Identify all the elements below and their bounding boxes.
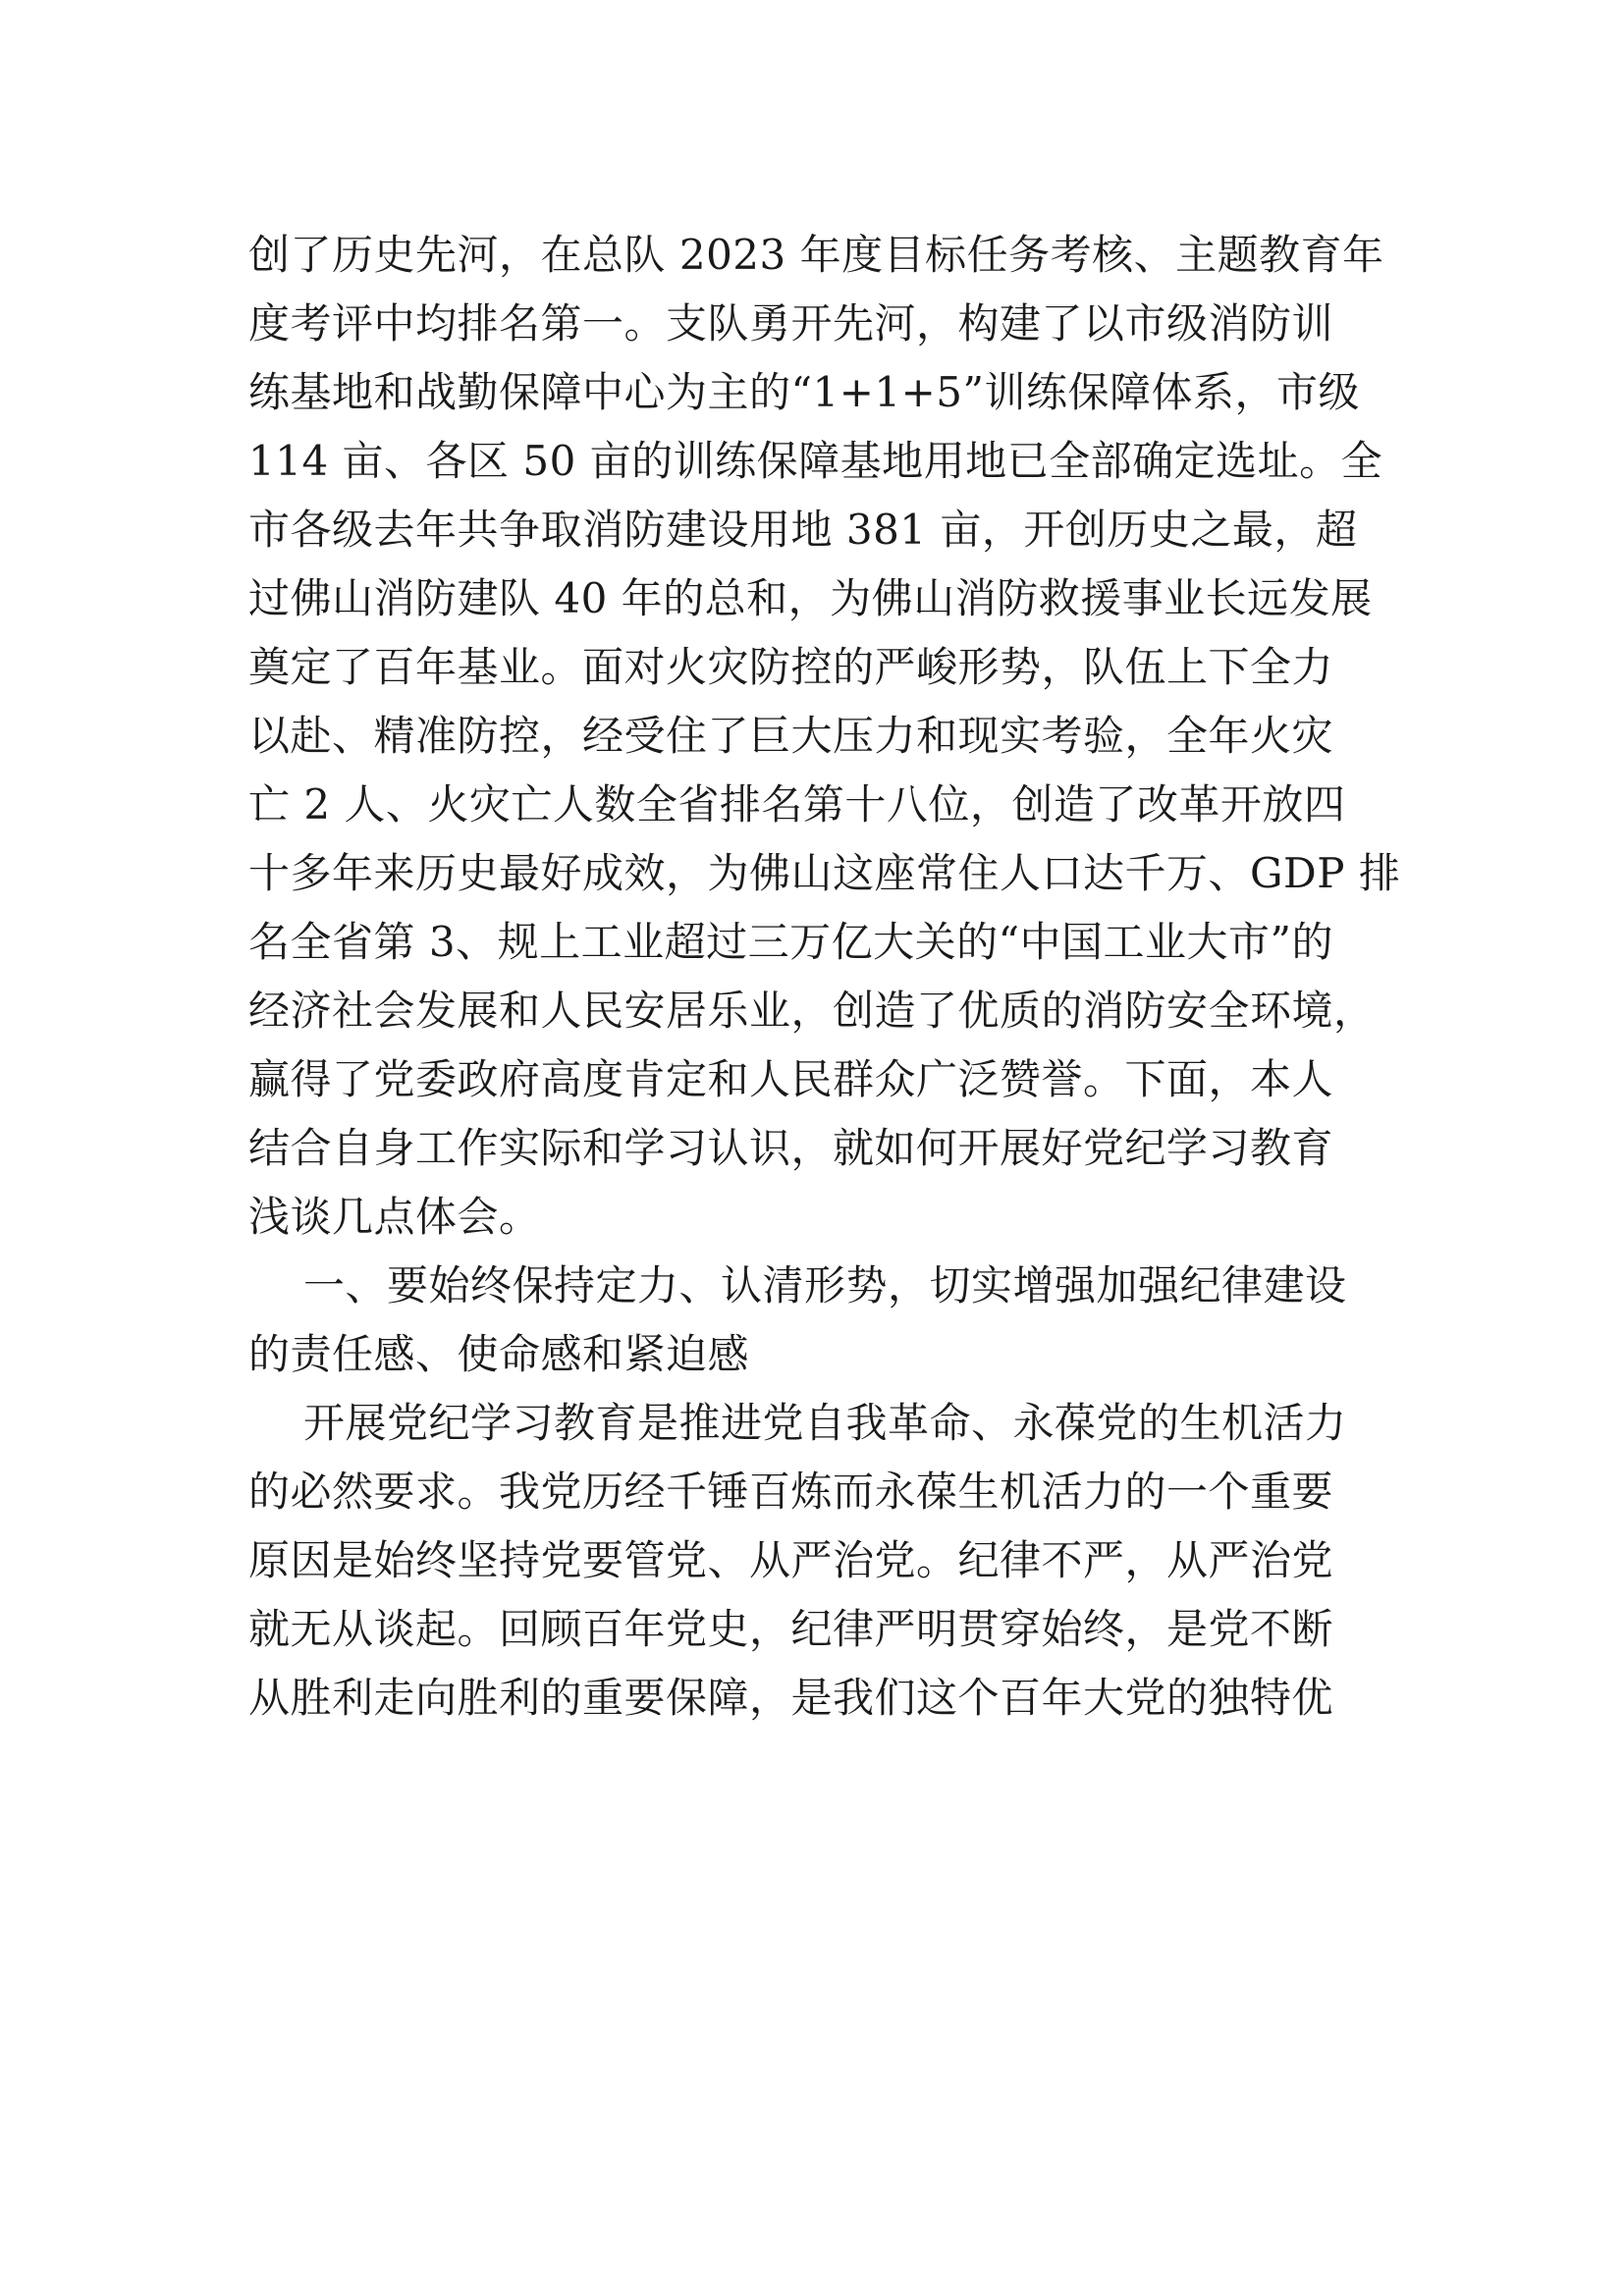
text-line: 度考评中均排名第一。支队勇开先河，构建了以市级消防训 <box>248 299 1334 347</box>
text-line: 过佛山消防建队 40 年的总和，为佛山消防救援事业长远发展 <box>248 574 1373 622</box>
text-line: 浅谈几点体会。 <box>248 1193 541 1241</box>
text-line: 市各级去年共争取消防建设用地 381 亩，开创历史之最，超 <box>248 506 1358 554</box>
text-line: 原因是始终坚持党要管党、从严治党。纪律不严，从严治党 <box>248 1536 1334 1584</box>
text-line: 创了历史先河，在总队 2023 年度目标任务考核、主题教育年 <box>248 231 1384 279</box>
text-line: 结合自身工作实际和学习认识，就如何开展好党纪学习教育 <box>248 1124 1334 1172</box>
text-line: 就无从谈起。回顾百年党史，纪律严明贯穿始终，是党不断 <box>248 1605 1334 1653</box>
text-line: 的必然要求。我党历经千锤百炼而永葆生机活力的一个重要 <box>248 1468 1334 1516</box>
text-line: 亡 2 人、火灾亡人数全省排名第十八位，创造了改革开放四 <box>248 780 1346 828</box>
section-heading-continued: 的责任感、使命感和紧迫感 <box>248 1330 750 1378</box>
text-line: 114 亩、各区 50 亩的训练保障基地用地已全部确定选址。全 <box>248 437 1383 485</box>
text-line: 名全省第 3、规上工业超过三万亿大关的“中国工业大市”的 <box>248 918 1334 966</box>
text-line: 经济社会发展和人民安居乐业，创造了优质的消防安全环境， <box>248 987 1376 1035</box>
text-line: 奠定了百年基业。面对火灾防控的严峻形势，队伍上下全力 <box>248 643 1334 691</box>
section-heading: 一、要始终保持定力、认清形势，切实增强加强纪律建设 <box>303 1261 1347 1309</box>
text-line: 开展党纪学习教育是推进党自我革命、永葆党的生机活力 <box>303 1399 1347 1447</box>
text-line: 赢得了党委政府高度肯定和人民群众广泛赞誉。下面，本人 <box>248 1055 1334 1103</box>
text-line: 以赴、精准防控，经受住了巨大压力和现实考验，全年火灾 <box>248 712 1334 760</box>
text-line: 练基地和战勤保障中心为主的“1+1+5”训练保障体系，市级 <box>248 368 1360 416</box>
text-line: 从胜利走向胜利的重要保障，是我们这个百年大党的独特优 <box>248 1674 1334 1722</box>
body-text <box>248 221 1401 1733</box>
text-line: 十多年来历史最好成效，为佛山这座常住人口达千万、GDP 排 <box>248 849 1401 897</box>
